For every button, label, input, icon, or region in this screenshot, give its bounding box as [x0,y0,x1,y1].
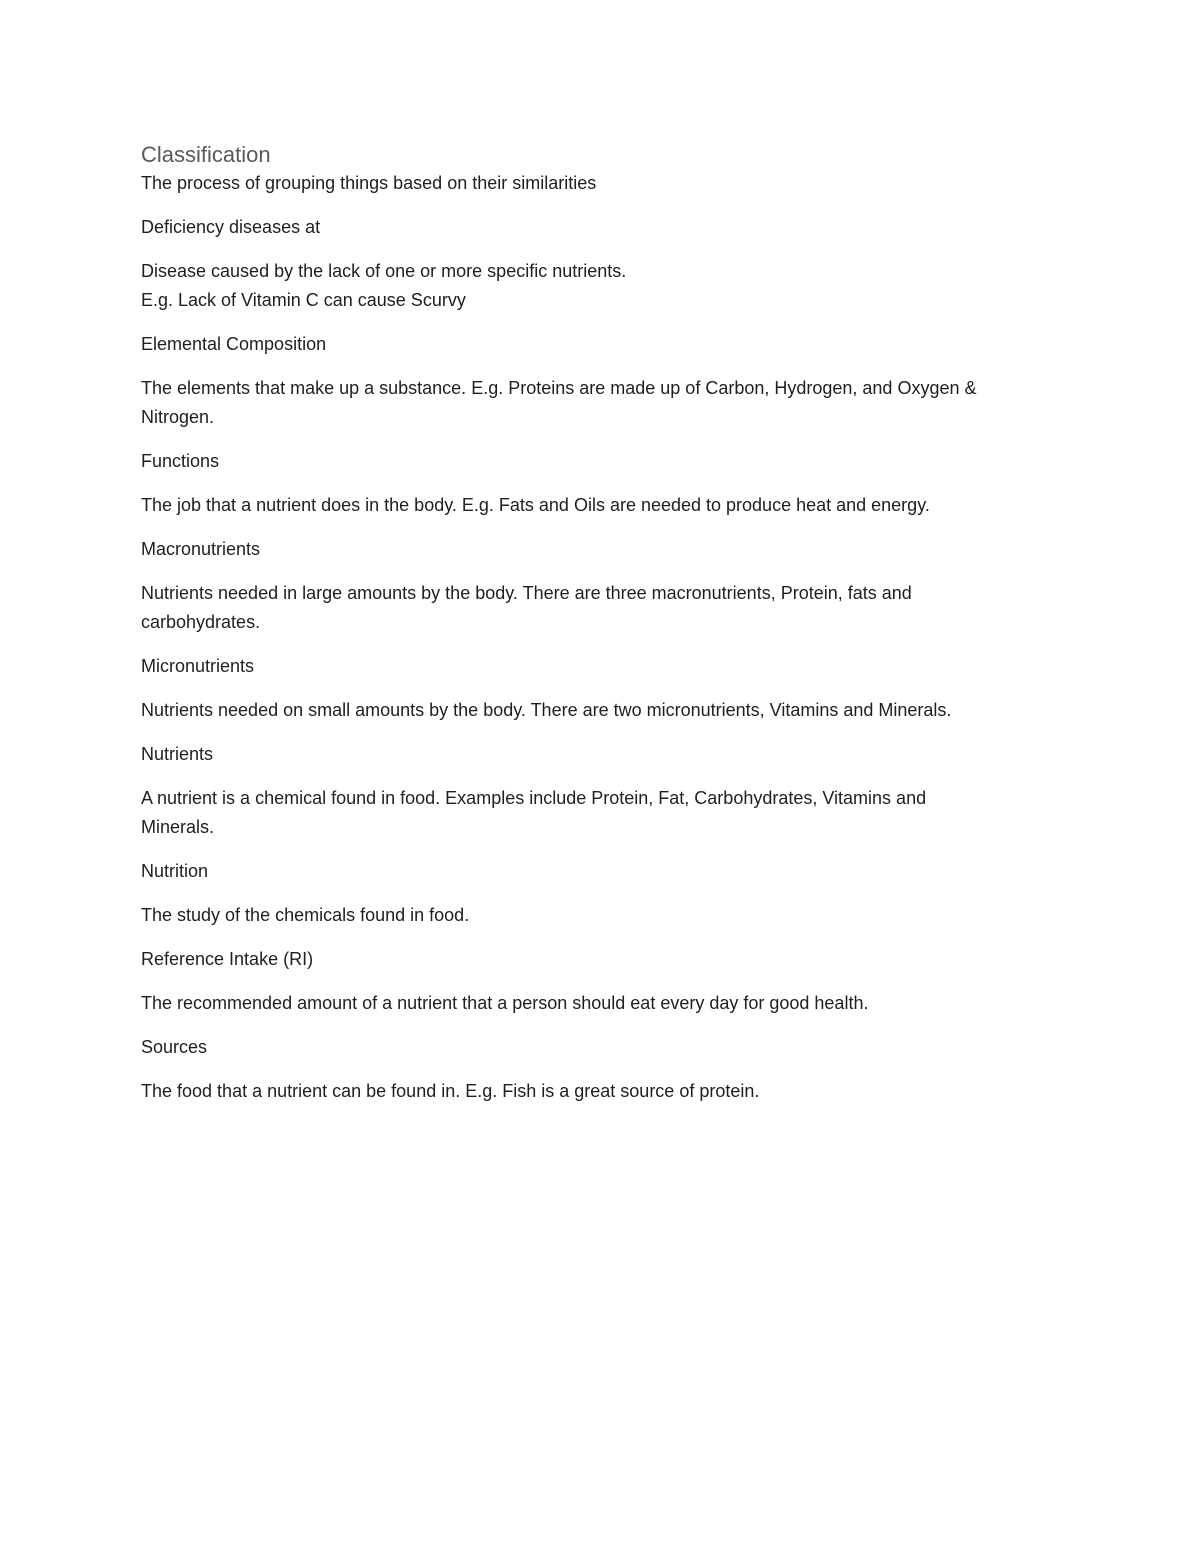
definition-line: Nutrients needed on small amounts by the body. There are two micronutrients, Vitamins and Minerals. [141,700,952,720]
definition-line: The food that a nutrient can be found in. E.g. Fish is a great source of protein. [141,1081,760,1101]
definition-sources [141,1077,1061,1106]
definition-reference-intake [141,989,1061,1018]
term-macronutrients: Macronutrients [141,539,261,559]
definition-macronutrients [141,579,1061,637]
term-micronutrients: Micronutrients [141,656,255,676]
definition-deficiency-diseases [141,257,1061,315]
definition-line: A nutrient is a chemical found in food. Examples include Protein, Fat, Carbohydrates, Vitamins and [141,788,927,808]
term-reference-intake: Reference Intake (RI) [141,949,314,969]
definition-nutrients [141,784,1061,842]
term-nutrition: Nutrition [141,861,209,881]
document-body [141,141,1061,1121]
definition-line: Nutrients needed in large amounts by the body. There are three macronutrients, Protein, fats and [141,583,912,603]
definition-line: E.g. Lack of Vitamin C can cause Scurvy [141,290,466,310]
term-functions: Functions [141,451,220,471]
definition-line: Disease caused by the lack of one or more specific nutrients. [141,261,627,281]
definition-line: The study of the chemicals found in food. [141,905,470,925]
term-elemental-composition: Elemental Composition [141,334,327,354]
document-title: Classification [141,142,271,167]
term-nutrients: Nutrients [141,744,214,764]
term-sources: Sources [141,1037,208,1057]
definition-line: Minerals. [141,817,215,837]
definition-line: Nitrogen. [141,407,215,427]
definition-elemental-composition [141,374,1061,432]
term-deficiency-diseases: Deficiency diseases at [141,217,321,237]
definition-micronutrients [141,696,1061,725]
definition-functions [141,491,1061,520]
definition-nutrition [141,901,1061,930]
title-definition: The process of grouping things based on their similarities [141,173,597,193]
definition-line: The job that a nutrient does in the body. E.g. Fats and Oils are needed to produce heat and energy. [141,495,930,515]
definition-line: The recommended amount of a nutrient that a person should eat every day for good health. [141,993,869,1013]
definition-line: carbohydrates. [141,612,261,632]
definition-line: The elements that make up a substance. E.g. Proteins are made up of Carbon, Hydrogen, and Oxygen & [141,378,977,398]
